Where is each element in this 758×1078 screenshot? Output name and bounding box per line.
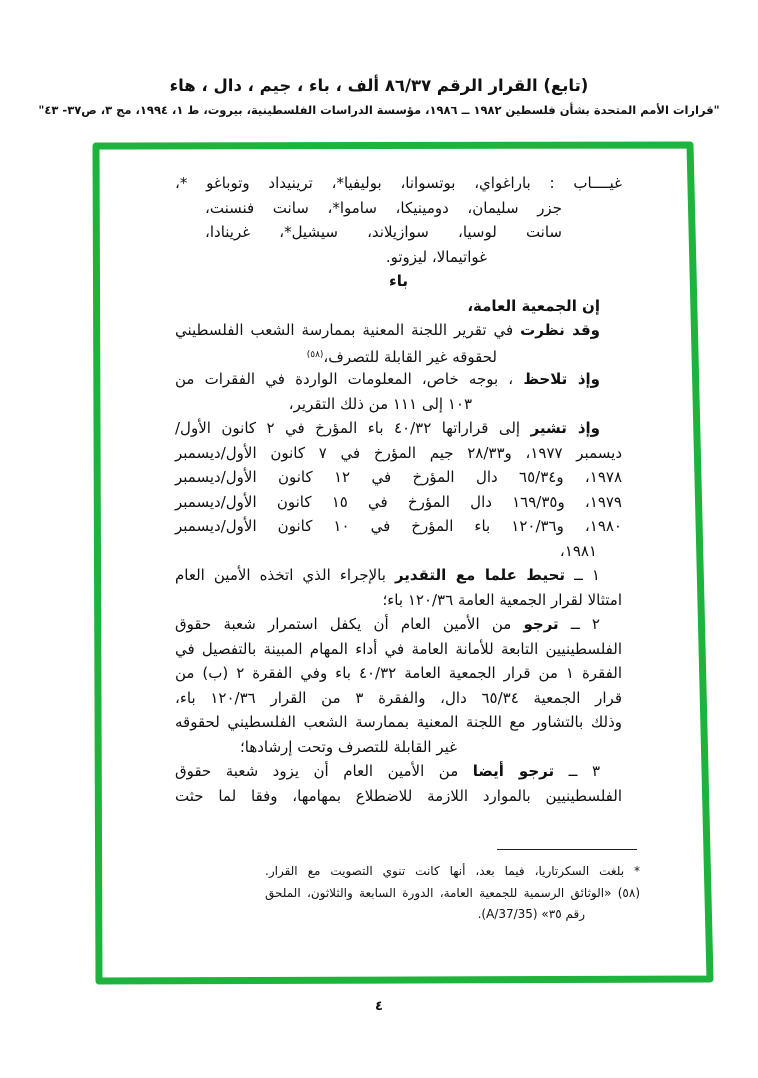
paragraph-recalling-line-6: ١٩٨١، <box>559 541 597 560</box>
paragraph-intro: إن الجمعية العامة، <box>467 296 600 315</box>
operative-item-2-line-1 <box>175 612 622 637</box>
footnote-reference-58: (٥٨) <box>306 349 324 360</box>
operative-item-2-line-6: غير القابلة للتصرف وتحت إرشادها؛ <box>239 737 457 756</box>
line-text: لحقوقه غير القابلة للتصرف، <box>323 347 497 366</box>
paragraph-recalling-line-1 <box>175 416 622 441</box>
absent-list-line-4: غواتيمالا، ليزوتو. <box>385 247 487 266</box>
footnotes-block <box>265 861 640 926</box>
line-text: من الأمين العام أن يزود شعبة حقوق <box>175 762 459 780</box>
bold-lead: وإذ تشير <box>530 419 600 437</box>
paragraph-noting-line-2: ١٠٣ إلى ١١١ من ذلك التقرير، <box>288 394 472 413</box>
item-number: ١ ــ <box>574 566 600 584</box>
paragraph-noting-line-1 <box>175 367 622 392</box>
resolution-body-text <box>175 171 622 808</box>
absent-list-line-3: سانت لوسيا، سوازيلاند، سيشيل*، غرينادا، <box>205 223 562 241</box>
item-number: ٢ ــ <box>570 615 600 633</box>
paragraph-considered-line-2 <box>175 343 622 368</box>
absent-list-line-2: جزر سليمان، دومينيكا، ساموا*، سانت فنسنت، <box>205 198 562 217</box>
bold-lead: وقد نظرت <box>520 321 600 339</box>
operative-item-2-line-3: الفقرة ١ من قرار الجمعية العامة ٤٠/٣٢ باء وفي الفقرة ٢ (ب) من <box>175 664 622 682</box>
footnote-58-line-2: رقم ٣٥» (A/37/35). <box>477 907 585 921</box>
paragraph-recalling-line-4: ١٩٧٩، و١٦٩/٣٥ دال المؤرخ في ١٥ كانون الأول/ديسمبر <box>175 492 622 511</box>
bold-lead: ترجو <box>523 615 559 633</box>
document-title: (تابع) القرار الرقم ٨٦/٣٧ ألف ، باء ، جيم ، دال ، هاء <box>169 76 589 95</box>
paragraph-recalling-line-5: ١٩٨٠، و١٢٠/٣٦ باء المؤرخ في ١٠ كانون الأول/ديسمبر <box>175 517 622 535</box>
operative-item-1-line-1 <box>175 563 622 588</box>
bold-lead: تحيط علما مع التقدير <box>394 566 566 584</box>
operative-item-2-line-5: وذلك بالتشاور مع اللجنة المعنية بممارسة الشعب الفلسطيني لحقوقه <box>175 713 622 731</box>
document-source-citation: "قرارات الأمم المتحدة بشأن فلسطين ١٩٨٢ ــ ١٩٨٦، مؤسسة الدراسات الفلسطينية، بيروت، ط ١، ١٩٩٤، مج ٣، ص٣٧- ٤٣" <box>38 103 720 117</box>
line-text: من الأمين العام أن يكفل استمرار شعبة حقوق <box>175 615 512 633</box>
footnote-separator <box>497 849 637 850</box>
paragraph-considered-line-1 <box>175 318 622 343</box>
absent-list-line-1: غيــــاب : باراغواي، بوتسوانا، بوليفيا*، ترينيداد وتوباغو *، <box>175 174 622 192</box>
page-number: ٤ <box>375 999 383 1014</box>
item-number: ٣ ــ <box>568 762 600 780</box>
line-text: ، بوجه خاص، المعلومات الواردة في الفقرات من <box>175 370 514 388</box>
line-text: بالإجراء الذي اتخذه الأمين العام <box>175 566 386 584</box>
paragraph-recalling-line-2: ديسمبر ١٩٧٧، و٢٨/٣٣ جيم المؤرخ في ٧ كانون الأول/ديسمبر <box>175 443 622 462</box>
bold-lead: ترجو أيضا <box>472 762 555 780</box>
operative-item-3-line-2: الفلسطينيين بالموارد اللازمة للاضطلاع بمهامها، وفقا لما حثت <box>175 786 622 805</box>
footnote-58-line-1: (٥٨) «الوثائق الرسمية للجمعية العامة، الدورة السابعة والثلاثون، الملحق <box>265 885 640 900</box>
operative-item-2-line-4: قرار الجمعية ٦٥/٣٤ دال، والفقرة ٣ من القرار ١٢٠/٣٦ باء، <box>175 688 622 707</box>
bold-lead: وإذ تلاحظ <box>523 370 600 388</box>
operative-item-1-line-2: امتثالا لقرار الجمعية العامة ١٢٠/٣٦ باء؛ <box>382 590 622 609</box>
operative-item-2-line-2: الفلسطينيين التابعة للأمانة العامة في أداء المهام المبينة بالتفصيل في <box>175 639 622 658</box>
line-text: إلى قراراتها ٤٠/٣٢ باء المؤرخ في ٢ كانون الأول/ <box>175 419 521 437</box>
line-text: في تقرير اللجنة المعنية بممارسة الشعب الفلسطيني <box>175 321 514 339</box>
operative-item-3-line-1 <box>175 759 622 784</box>
paragraph-recalling-line-3: ١٩٧٨، و٦٥/٣٤ دال المؤرخ في ١٢ كانون الأول/ديسمبر <box>175 468 623 486</box>
section-heading-baa: باء <box>389 272 408 290</box>
footnote-asterisk: * بلغت السكرتاريا، فيما بعد، أنها كانت تنوي التصويت مع القرار. <box>265 864 640 878</box>
